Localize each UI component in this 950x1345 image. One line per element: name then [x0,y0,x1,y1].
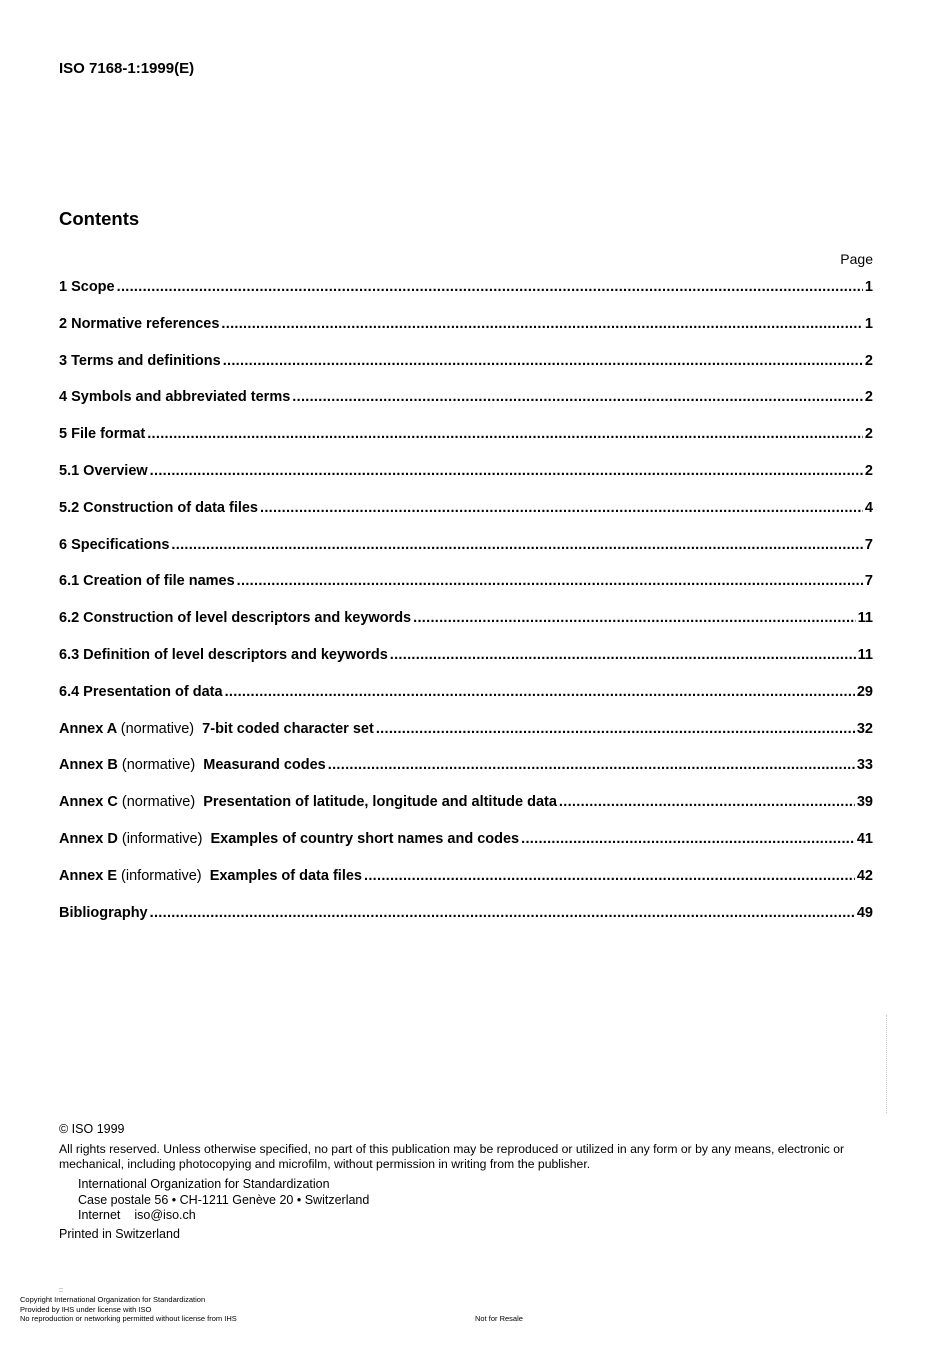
toc-entry-annex-type: (informative) [121,867,202,884]
table-of-contents [59,279,873,941]
toc-entry-page: 42 [856,867,873,884]
internet-line [78,1208,369,1224]
toc-entry-label [59,757,326,773]
toc-entry-prefix: 3 Terms and definitions [59,352,221,369]
license-footer [20,1295,237,1324]
toc-entry-label [59,537,169,553]
toc-entry-prefix: 2 Normative references [59,315,220,332]
toc-entry-label [59,389,290,405]
postal-address: Case postale 56 • CH-1211 Genève 20 • Switzerland [78,1192,370,1207]
toc-dot-leader [260,500,863,516]
toc-entry[interactable] [59,868,873,905]
margin-marks [886,1015,890,1113]
toc-entry[interactable] [59,353,873,390]
publisher-address [78,1177,369,1224]
toc-entry-page: 2 [864,426,873,443]
toc-entry[interactable] [59,610,873,647]
toc-entry-label [59,610,411,626]
toc-entry-page: 4 [864,499,873,516]
toc-entry-prefix: 1 Scope [59,279,115,295]
toc-entry-prefix: 6.3 Definition of level descriptors and keywords [59,646,388,663]
toc-dot-leader [223,353,863,369]
toc-entry-page: 29 [856,683,873,700]
toc-entry-prefix: Bibliography [59,904,148,921]
toc-entry-title: 7-bit coded character set [202,720,374,737]
toc-dot-leader [150,463,863,479]
toc-entry-prefix: 5.2 Construction of data files [59,499,258,516]
toc-entry[interactable] [59,316,873,353]
contents-title: Contents [59,208,140,229]
toc-entry-prefix: 5.1 Overview [59,462,148,479]
toc-entry-label [59,868,362,884]
toc-entry-annex-type: (normative) [120,720,195,737]
toc-entry-page: 2 [864,462,873,479]
footer-mark: :: [59,1287,63,1294]
toc-entry-page: 7 [864,573,873,590]
toc-entry[interactable] [59,500,873,537]
toc-entry-page: 32 [856,720,873,737]
toc-entry-prefix: Annex E [59,867,118,884]
toc-entry-prefix: 6.1 Creation of file names [59,573,235,590]
toc-entry-page: 39 [856,794,873,811]
toc-entry-label [59,721,374,737]
toc-entry-prefix: 5 File format [59,426,146,443]
toc-dot-leader [413,610,856,626]
document-id: ISO 7168-1:1999(E) [59,60,195,77]
toc-entry-page: 11 [857,646,873,663]
toc-entry[interactable] [59,794,873,831]
toc-entry[interactable] [59,573,873,610]
toc-dot-leader [376,721,855,737]
toc-entry-annex-type: (normative) [121,794,196,811]
footer-line-3: No reproduction or networking permitted without license from IHS [20,1314,237,1323]
toc-entry-page: 33 [856,757,873,774]
toc-dot-leader [292,389,863,405]
toc-dot-leader [237,573,863,589]
toc-entry-title: Examples of country short names and codes [210,830,520,847]
toc-dot-leader [221,316,863,332]
not-for-resale: Not for Resale [475,1314,523,1323]
internet-email[interactable]: iso@iso.ch [134,1208,196,1222]
toc-entry[interactable] [59,905,873,942]
toc-entry-page: 1 [864,279,873,295]
toc-entry-label [59,905,148,921]
toc-dot-leader [328,757,855,773]
toc-entry-label [59,463,148,479]
toc-entry[interactable] [59,463,873,500]
toc-dot-leader [147,426,863,442]
toc-dot-leader [364,868,855,884]
toc-entry-annex-type: (informative) [121,830,203,847]
toc-entry-label [59,647,388,663]
toc-entry-label [59,316,219,332]
toc-entry-prefix: 6.2 Construction of level descriptors and keywords [59,610,412,627]
toc-entry[interactable] [59,537,873,574]
toc-entry[interactable] [59,684,873,721]
toc-entry-page: 7 [864,536,873,553]
toc-entry-label [59,794,557,810]
toc-entry-prefix: 4 Symbols and abbreviated terms [59,389,291,406]
toc-entry-prefix: 6.4 Presentation of data [59,683,223,700]
toc-entry-page: 41 [856,830,873,847]
toc-entry-prefix: Annex B [59,757,118,774]
toc-entry-title: Presentation of latitude, longitude and altitude data [203,794,557,811]
toc-entry-label [59,684,223,700]
toc-entry-title: Measurand codes [203,757,326,774]
toc-dot-leader [521,831,855,847]
toc-entry-prefix: Annex D [59,830,118,847]
toc-dot-leader [171,537,863,553]
toc-dot-leader [150,905,855,921]
toc-dot-leader [390,647,856,663]
toc-entry[interactable] [59,757,873,794]
toc-entry-prefix: Annex A [59,720,117,737]
toc-entry-page: 2 [864,352,873,369]
printed-in: Printed in Switzerland [59,1227,180,1241]
toc-entry-prefix: Annex C [59,794,118,811]
footer-line-2: Provided by IHS under license with ISO [20,1304,152,1314]
page-column-label: Page [840,251,873,267]
toc-dot-leader [117,279,863,295]
toc-dot-leader [559,794,855,810]
toc-entry-page: 49 [856,904,873,921]
toc-entry[interactable] [59,721,873,758]
toc-entry-annex-type: (normative) [121,757,196,774]
toc-dot-leader [225,684,855,700]
toc-entry-label [59,426,145,442]
toc-entry-label [59,573,235,589]
internet-label: Internet [78,1208,121,1222]
toc-entry-page: 1 [864,315,873,332]
toc-entry[interactable] [59,831,873,868]
rights-statement: All rights reserved. Unless otherwise specified, no part of this publication may be reproduced or utilized in any form or by any means, electronic or mechanical, including photocopying and microfilm, without permission in writing from the publisher. [59,1142,845,1171]
toc-entry-page: 11 [857,610,873,627]
toc-entry[interactable] [59,389,873,426]
footer-line-1: Copyright International Organization for Standardization [20,1295,206,1304]
toc-entry[interactable] [59,647,873,684]
organization-name: International Organization for Standardization [78,1177,330,1191]
toc-entry-title: Examples of data files [209,867,362,884]
toc-entry[interactable] [59,426,873,463]
toc-entry-label [59,279,115,295]
toc-entry-page: 2 [864,389,873,406]
toc-entry[interactable] [59,279,873,316]
toc-entry-label [59,500,258,516]
toc-entry-label [59,831,519,847]
toc-entry-prefix: 6 Specifications [59,536,170,553]
copyright-notice: © ISO 1999 [59,1122,125,1136]
toc-entry-label [59,353,221,369]
